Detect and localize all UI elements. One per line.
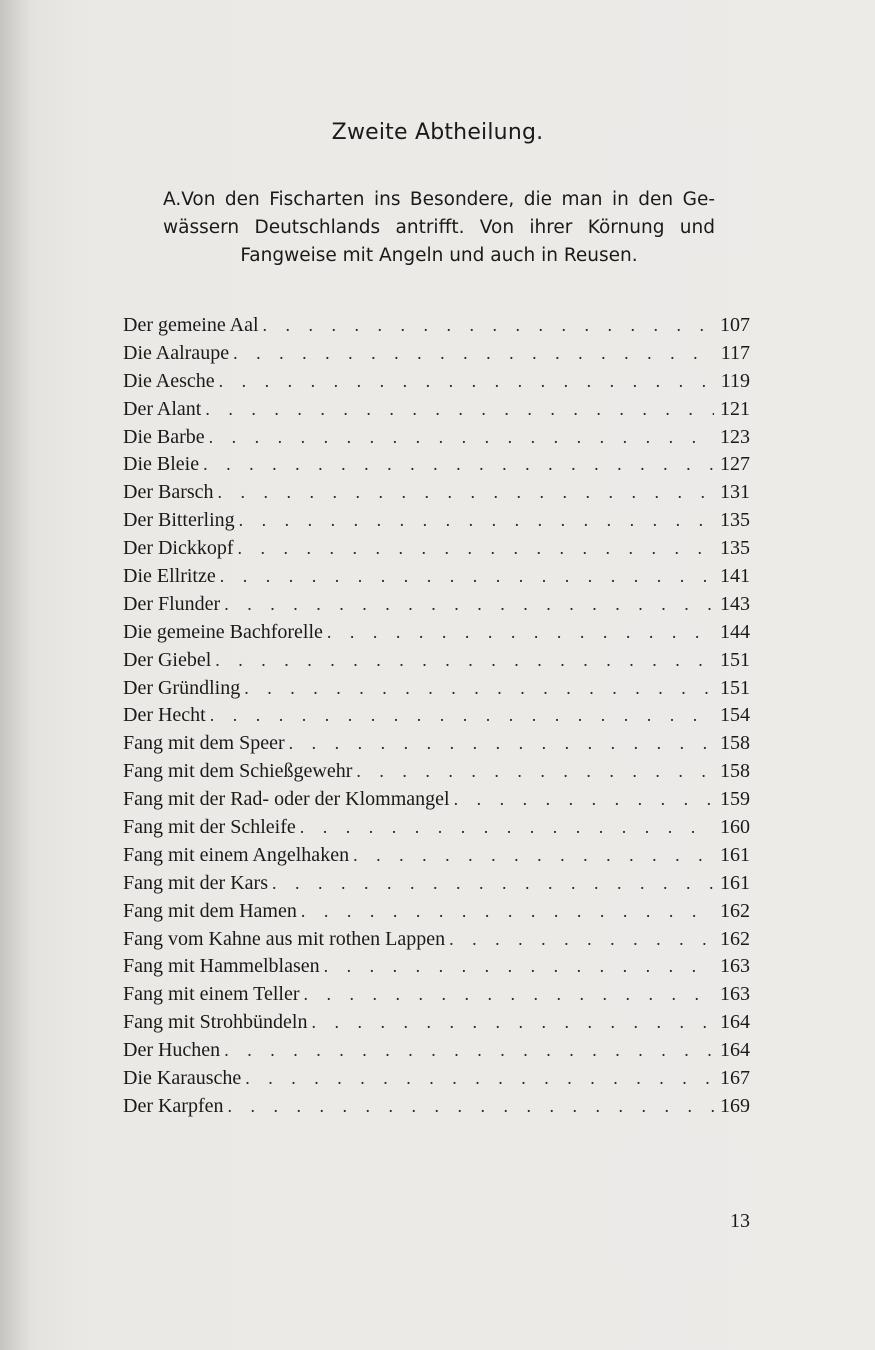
toc-entry-page: 151 bbox=[720, 648, 750, 671]
toc-entry bbox=[123, 675, 750, 703]
toc-leader-dots bbox=[449, 926, 714, 954]
section-title: Zweite Abtheilung. bbox=[331, 120, 544, 145]
toc-entry-page: 160 bbox=[720, 816, 750, 839]
toc-entry-title: Fang mit der Rad- oder der Klommangel bbox=[123, 788, 450, 811]
toc-leader-dots bbox=[210, 702, 714, 730]
toc-entry bbox=[123, 898, 750, 926]
toc-leader-dots bbox=[272, 870, 714, 898]
toc-leader-dots bbox=[224, 1037, 714, 1065]
toc-leader-dots bbox=[327, 619, 714, 647]
toc-entry bbox=[123, 396, 750, 424]
toc-entry-title: Die Aalraupe bbox=[123, 341, 230, 364]
toc-entry-page: 123 bbox=[720, 425, 750, 448]
toc-leader-dots bbox=[224, 591, 714, 619]
toc-leader-dots bbox=[220, 563, 714, 591]
toc-entry-page: 161 bbox=[720, 871, 750, 894]
toc-entry-title: Der gemeine Aal bbox=[123, 314, 259, 336]
toc-entry-title: Der Huchen bbox=[123, 1039, 221, 1062]
section-intro bbox=[163, 186, 715, 270]
toc-entry bbox=[123, 535, 750, 563]
toc-entry-title: Fang mit der Kars bbox=[123, 871, 268, 894]
toc-entry-title: Die Aesche bbox=[123, 369, 215, 392]
toc-entry-title: Der Gründling bbox=[123, 676, 241, 699]
toc-entry bbox=[123, 926, 750, 954]
toc-leader-dots bbox=[239, 507, 714, 535]
toc-entry-title: Der Giebel bbox=[123, 648, 212, 671]
toc-entry-page: 141 bbox=[720, 565, 750, 588]
toc-entry-page: 158 bbox=[720, 732, 750, 755]
toc-leader-dots bbox=[301, 898, 714, 926]
toc-leader-dots bbox=[203, 451, 714, 479]
toc-leader-dots bbox=[205, 396, 714, 424]
toc-entry-page: 163 bbox=[720, 955, 750, 978]
intro-line-3: Fangweise mit Angeln und auch in Reusen. bbox=[240, 245, 638, 266]
toc-entry-page: 159 bbox=[720, 788, 750, 811]
toc-entry-title: Der Karpfen bbox=[123, 1094, 224, 1117]
toc-entry-title: Fang mit einem Angelhaken bbox=[123, 843, 350, 866]
toc-leader-dots bbox=[209, 424, 714, 452]
toc-entry-page: 143 bbox=[720, 592, 750, 615]
toc-leader-dots bbox=[238, 535, 714, 563]
intro-line-1: A.Von den Fischarten ins Besondere, die man in den Ge- bbox=[163, 189, 715, 210]
toc-entry-title: Die Karausche bbox=[123, 1067, 242, 1090]
toc-entry bbox=[123, 451, 750, 479]
toc-leader-dots bbox=[219, 368, 714, 396]
toc-entry-title: Fang vom Kahne aus mit rothen Lappen bbox=[123, 927, 446, 950]
toc-entry bbox=[123, 1093, 750, 1121]
toc-entry-page: 158 bbox=[720, 760, 750, 783]
toc-entry-title: Die gemeine Bachforelle bbox=[123, 620, 323, 643]
toc-entry-page: 107 bbox=[720, 314, 750, 336]
toc-entry-title: Fang mit dem Hamen bbox=[123, 899, 297, 922]
toc-leader-dots bbox=[245, 1065, 714, 1093]
toc-leader-dots bbox=[233, 340, 714, 368]
toc-entry-page: 162 bbox=[720, 927, 750, 950]
toc-entry bbox=[123, 814, 750, 842]
toc-entry-page: 117 bbox=[720, 341, 750, 364]
toc-entry-title: Der Hecht bbox=[123, 704, 206, 727]
toc-entry bbox=[123, 953, 750, 981]
toc-leader-dots bbox=[324, 953, 714, 981]
toc-entry-page: 162 bbox=[720, 899, 750, 922]
toc-entry-page: 151 bbox=[720, 676, 750, 699]
toc-leader-dots bbox=[356, 758, 714, 786]
toc-entry-title: Fang mit Strohbündeln bbox=[123, 1011, 308, 1034]
toc-entry bbox=[123, 591, 750, 619]
toc-entry-page: 121 bbox=[720, 397, 750, 420]
toc-entry bbox=[123, 758, 750, 786]
toc-entry bbox=[123, 563, 750, 591]
toc-entry-title: Die Ellritze bbox=[123, 565, 216, 588]
toc-entry-title: Der Flunder bbox=[123, 592, 221, 615]
toc-entry-title: Fang mit dem Schießgewehr bbox=[123, 760, 353, 783]
toc-entry-page: 127 bbox=[720, 453, 750, 476]
toc-entry bbox=[123, 479, 750, 507]
toc-leader-dots bbox=[454, 786, 714, 814]
toc-entry bbox=[123, 786, 750, 814]
table-of-contents bbox=[123, 312, 750, 1121]
toc-entry-title: Fang mit dem Speer bbox=[123, 732, 285, 755]
gutter-shadow bbox=[0, 0, 30, 1350]
toc-entry bbox=[123, 730, 750, 758]
toc-leader-dots bbox=[263, 312, 715, 340]
toc-entry-page: 164 bbox=[720, 1011, 750, 1034]
toc-entry bbox=[123, 507, 750, 535]
toc-entry bbox=[123, 842, 750, 870]
toc-entry bbox=[123, 647, 750, 675]
toc-entry-page: 161 bbox=[720, 843, 750, 866]
toc-leader-dots bbox=[215, 647, 714, 675]
toc-entry-title: Der Bitterling bbox=[123, 509, 235, 532]
toc-entry-page: 119 bbox=[720, 369, 750, 392]
toc-entry-page: 135 bbox=[720, 537, 750, 560]
toc-entry-page: 164 bbox=[720, 1039, 750, 1062]
toc-leader-dots bbox=[300, 814, 714, 842]
intro-line-2: wässern Deutschlands antrifft. Von ihrer Körnung und bbox=[163, 217, 715, 238]
toc-entry-title: Fang mit einem Teller bbox=[123, 983, 300, 1006]
toc-leader-dots bbox=[244, 675, 714, 703]
toc-entry-page: 167 bbox=[720, 1067, 750, 1090]
toc-entry-title: Der Barsch bbox=[123, 481, 214, 504]
toc-entry-page: 163 bbox=[720, 983, 750, 1006]
toc-leader-dots bbox=[311, 1009, 714, 1037]
toc-entry-title: Der Dickkopf bbox=[123, 537, 234, 560]
toc-entry-title: Fang mit Hammelblasen bbox=[123, 955, 320, 978]
toc-leader-dots bbox=[304, 981, 714, 1009]
toc-entry bbox=[123, 368, 750, 396]
toc-entry bbox=[123, 1065, 750, 1093]
toc-entry-title: Die Bleie bbox=[123, 453, 200, 476]
toc-entry bbox=[123, 619, 750, 647]
toc-entry-title: Der Alant bbox=[123, 397, 202, 420]
toc-entry-page: 154 bbox=[720, 704, 750, 727]
toc-entry-page: 131 bbox=[720, 481, 750, 504]
toc-entry bbox=[123, 1009, 750, 1037]
toc-entry bbox=[123, 424, 750, 452]
page-number: 13 bbox=[730, 1210, 750, 1232]
toc-entry-title: Fang mit der Schleife bbox=[123, 816, 296, 839]
toc-entry bbox=[123, 312, 750, 340]
toc-entry-title: Die Barbe bbox=[123, 425, 205, 448]
toc-entry-page: 144 bbox=[720, 620, 750, 643]
toc-leader-dots bbox=[228, 1093, 715, 1121]
toc-entry bbox=[123, 870, 750, 898]
toc-entry-page: 135 bbox=[720, 509, 750, 532]
toc-entry bbox=[123, 981, 750, 1009]
toc-entry bbox=[123, 702, 750, 730]
toc-leader-dots bbox=[218, 479, 714, 507]
toc-leader-dots bbox=[353, 842, 714, 870]
toc-entry bbox=[123, 340, 750, 368]
toc-entry bbox=[123, 1037, 750, 1065]
toc-leader-dots bbox=[289, 730, 714, 758]
toc-entry-page: 169 bbox=[720, 1094, 750, 1117]
